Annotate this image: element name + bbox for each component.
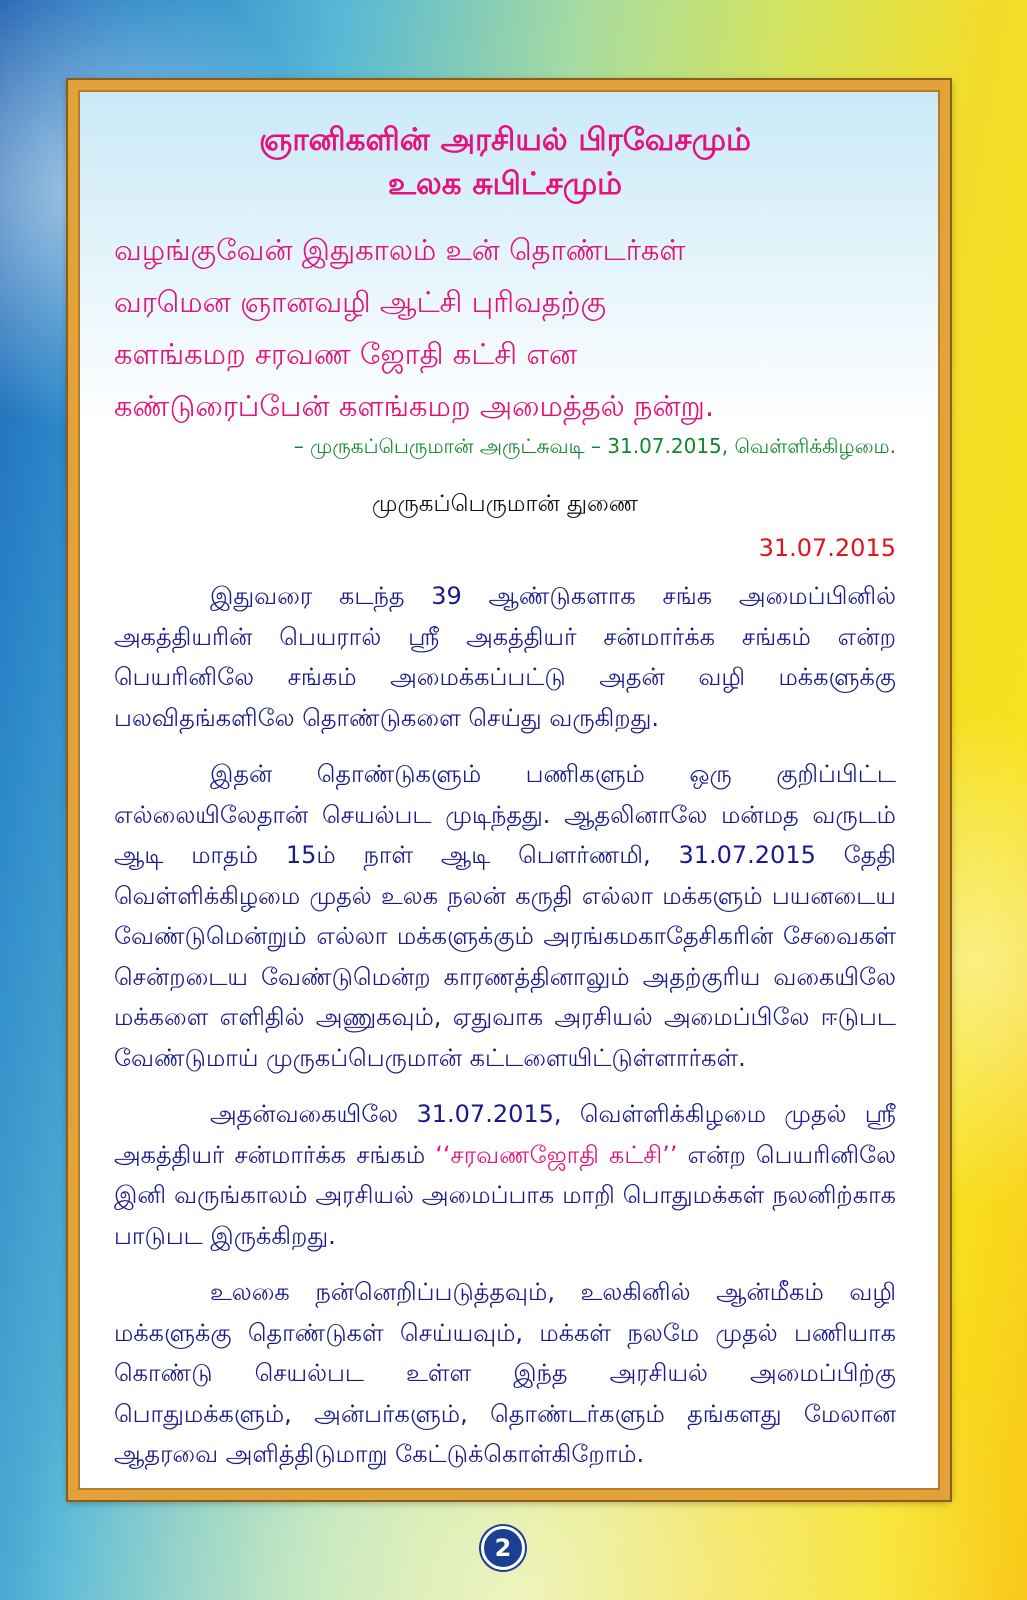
page-number-badge: 2: [481, 1526, 525, 1570]
body-paragraph: இதன் தொண்டுகளும் பணிகளும் ஒரு குறிப்பிட்ட எல்லையிலேதான் செயல்பட முடிந்தது. ஆதலினாலே மன்மத வருடம் ஆடி மாதம் 15ம் நாள் ஆடி பௌர்ணமி, 31.07.2015 தேதி வெள்ளிக்கிழமை முதல் உலக நலன் கருதி எல்லா மக்களும் பயனடைய வேண்டுமென்றும் எல்லா மக்களுக்கும் அரங்கமகாதேசிகரின் சேவைகள் சென்றடைய வேண்டுமென்ற காரணத்தினாலும் அதற்குரிய வகையிலே மக்களை எளிதில் அணுகவும், ஏதுவாக அரசியல் அமைப்பிலே ஈடுபட வேண்டுமாய் முருகப்பெருமான் கட்டளையிட்டுள்ளார்கள்.: [114, 760, 896, 1072]
blessing-heading: முருகப்பெருமான் துணை: [371, 491, 639, 517]
verse-line: வரமென ஞானவழி ஆட்சி புரிவதற்கு: [114, 285, 607, 319]
verse-attribution: – முருகப்பெருமான் அருட்சுவடி – 31.07.2015, வெள்ளிக்கிழமை.: [293, 434, 896, 458]
verse-line: கண்டுரைப்பேன் களங்கமற அமைத்தல் நன்று.: [114, 389, 715, 423]
page-title-line-2: உலக சுபிட்சமும்: [387, 166, 623, 202]
body-paragraph: [114, 1094, 896, 1256]
paragraph-text: அதன்வகையிலே 31.07.2015, வெள்ளிக்கிழமை முதல் ஸ்ரீ அகத்தியர் சன்மார்க்க சங்கம்: [114, 1100, 896, 1169]
verse-line: வழங்குவேன் இதுகாலம் உன் தொண்டர்கள்: [114, 233, 686, 267]
content-frame: [68, 80, 950, 1500]
page-content: [114, 118, 896, 1475]
document-date: 31.07.2015: [758, 534, 896, 562]
body-paragraph: உலகை நன்னெறிப்படுத்தவும், உலகினில் ஆன்மீகம் வழி மக்களுக்கு தொண்டுகள் செய்யவும், மக்கள் நலமே முதல் பணியாக கொண்டு செயல்பட உள்ள இந்த அரசியல் அமைப்பிற்கு பொதுமக்களும், அன்பர்களும், தொண்டர்களும் தங்களது மேலான ஆதரவை அளித்திடுமாறு கேட்டுக்கொள்கிறோம்.: [114, 1278, 896, 1468]
page-title-line-1: ஞானிகளின் அரசியல் பிரவேசமும்: [259, 122, 751, 158]
paragraph-text: என்ற பெயரினிலே இனி வருங்காலம் அரசியல் அமைப்பாக மாறி பொதுமக்கள் நலனிற்காக பாடுபட இருக்கிறது.: [114, 1140, 896, 1250]
verse-line: களங்கமற சரவண ஜோதி கட்சி என: [114, 337, 578, 371]
body-paragraph: இதுவரை கடந்த 39 ஆண்டுகளாக சங்க அமைப்பினில் அகத்தியரின் பெயரால் ஸ்ரீ அகத்தியர் சன்மார்க்க சங்கம் என்ற பெயரினிலே சங்கம் அமைக்கப்பட்டு அதன் வழி மக்களுக்கு பலவிதங்களிலே தொண்டுகளை செய்து வருகிறது.: [114, 582, 896, 732]
verse-block: [114, 228, 896, 428]
party-name-highlight: ‘‘சரவணஜோதி கட்சி’’: [435, 1140, 678, 1169]
